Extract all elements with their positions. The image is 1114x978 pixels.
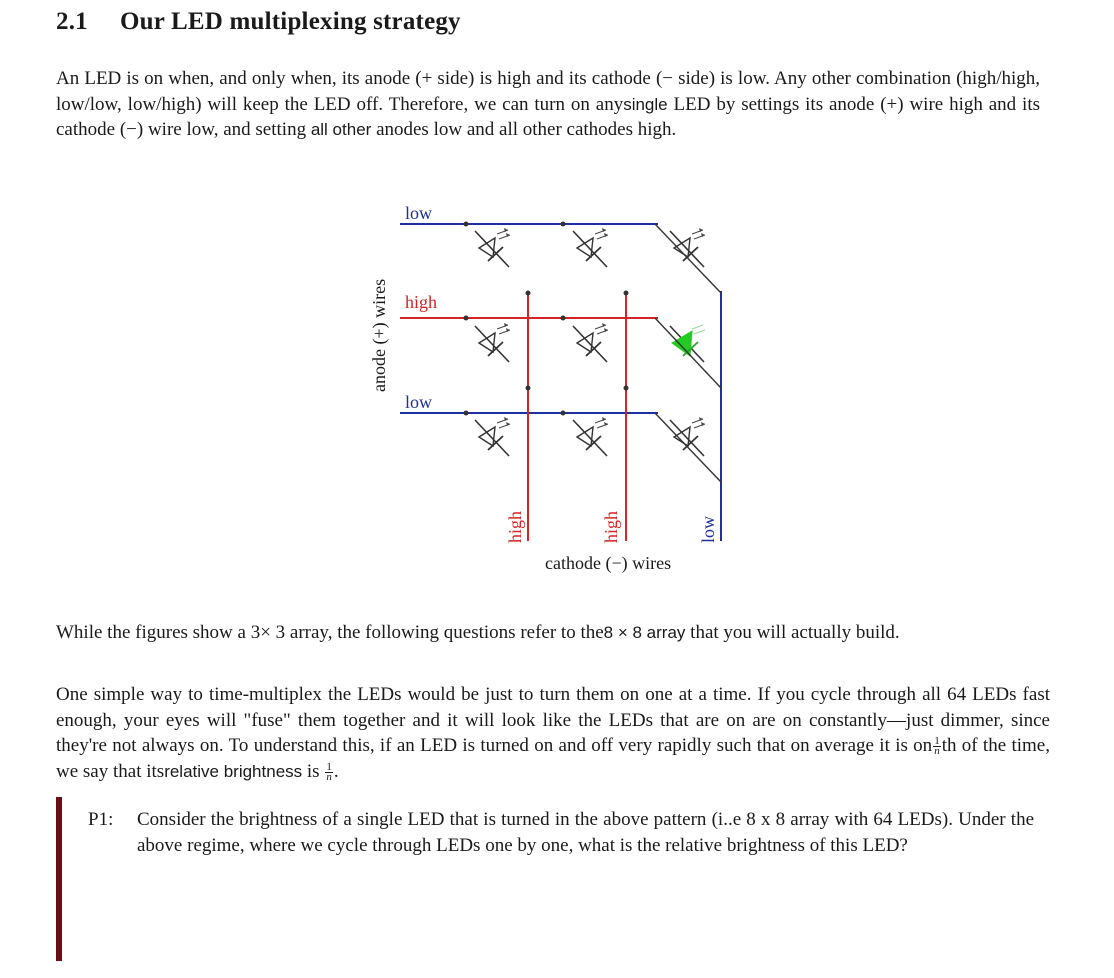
led-r2-c1 — [475, 323, 510, 362]
wire-junction — [624, 291, 629, 296]
intro-text-2: LED by settings its anode (+) wire high and its cathode (−) wire low, and setting — [56, 93, 1041, 140]
led-r3-c3 — [670, 417, 705, 456]
led-r1-c2 — [573, 228, 608, 267]
row-label-3: low — [405, 392, 432, 412]
led-r2-c2 — [573, 323, 608, 362]
led-matrix-figure — [355, 196, 755, 581]
col-label-2: high — [601, 510, 621, 543]
section-title: Our LED multiplexing strategy — [120, 8, 461, 35]
intro-all-other: all other — [310, 120, 372, 139]
led-r1-c3 — [670, 228, 705, 267]
wire-junction — [464, 222, 469, 227]
array-text-2: that you will actually build. — [690, 622, 900, 643]
array-paragraph — [56, 620, 1040, 646]
section-number: 2.1 — [56, 8, 88, 35]
intro-single: single — [623, 94, 668, 114]
multiplex-paragraph: One simple way to time-multiplex the LEDs would be just to turn them on one at a time. If you cycle through all 64 LEDs fast enough, your eyes will "fuse" them together and it will look like the LEDs that are on are on constantly—just dimmer, since they're not always on. To understand this, if an LED is turned on and off very rapidly such that on average it is on $\frac{1}{n}$ th of the time, we say that itsrelative brightness is $\frac{1}{n}$ . — [56, 684, 1050, 783]
wire-junction — [526, 386, 531, 391]
multiplex-text-2: th of the time, we say that its — [56, 735, 1050, 782]
anode-axis-label: anode (+) wires — [369, 278, 389, 392]
intro-text: An LED is on when, and only when, its anode (+ side) is high and its cathode (− side) is low. Any other combination (high/high, low/low, low/high) will keep the LED off. Therefore, we can turn on any — [56, 68, 1040, 115]
problem-tag: P1: — [88, 809, 114, 830]
col-label-3: low — [698, 516, 718, 543]
array-text: While the figures show a 3× 3 array, the following questions refer to the — [56, 622, 604, 643]
wire-junction — [561, 222, 566, 227]
col-label-1: high — [505, 510, 525, 543]
fraction-one-over-n: $\frac{1}{n}$ — [934, 735, 940, 758]
problem-text: Consider the brightness of a single LED that is turned in the above pattern (i..e 8 x 8 array with 64 LEDs). Under the above regime, where we cycle through LEDs one by one, what is the relative brightness of this LED? — [137, 809, 1034, 856]
relative-brightness-term: relative brightness — [164, 761, 303, 781]
led-r1-c1 — [475, 228, 510, 267]
problem-margin-bar — [56, 797, 62, 961]
wire-junction — [526, 291, 531, 296]
led-matrix-diagram — [355, 196, 755, 581]
array-size: 8 × 8 array — [603, 623, 686, 642]
wire-junction — [464, 316, 469, 321]
wire-junction — [624, 386, 629, 391]
multiplex-text: One simple way to time-multiplex the LEDs would be just to turn them on one at a time. If you cycle through all 64 LEDs fast enough, your eyes will "fuse" them together and it will look like the LEDs that are on are on constantly—just dimmer, since they're not always on. To understand this, if an LED is turned on and off very rapidly such that on average it is on — [56, 684, 1050, 756]
led-r3-c2 — [573, 417, 608, 456]
led-r3-c1 — [475, 417, 510, 456]
wire-junction — [561, 316, 566, 321]
problem-p1 — [88, 807, 1034, 858]
intro-paragraph — [56, 66, 1040, 143]
fraction-one-over-n-2: $\frac{1}{n}$ — [326, 760, 332, 783]
row-label-2: high — [405, 292, 438, 312]
intro-text-3: anodes low and all other cathodes high. — [376, 119, 677, 140]
cathode-axis-label: cathode (−) wires — [545, 553, 672, 573]
row-label-1: low — [405, 203, 432, 223]
led-r2-c3-lit — [670, 325, 705, 362]
wire-junction — [561, 411, 566, 416]
wire-junction — [464, 411, 469, 416]
section-heading — [56, 8, 461, 36]
multiplex-text-3: is — [306, 760, 320, 782]
